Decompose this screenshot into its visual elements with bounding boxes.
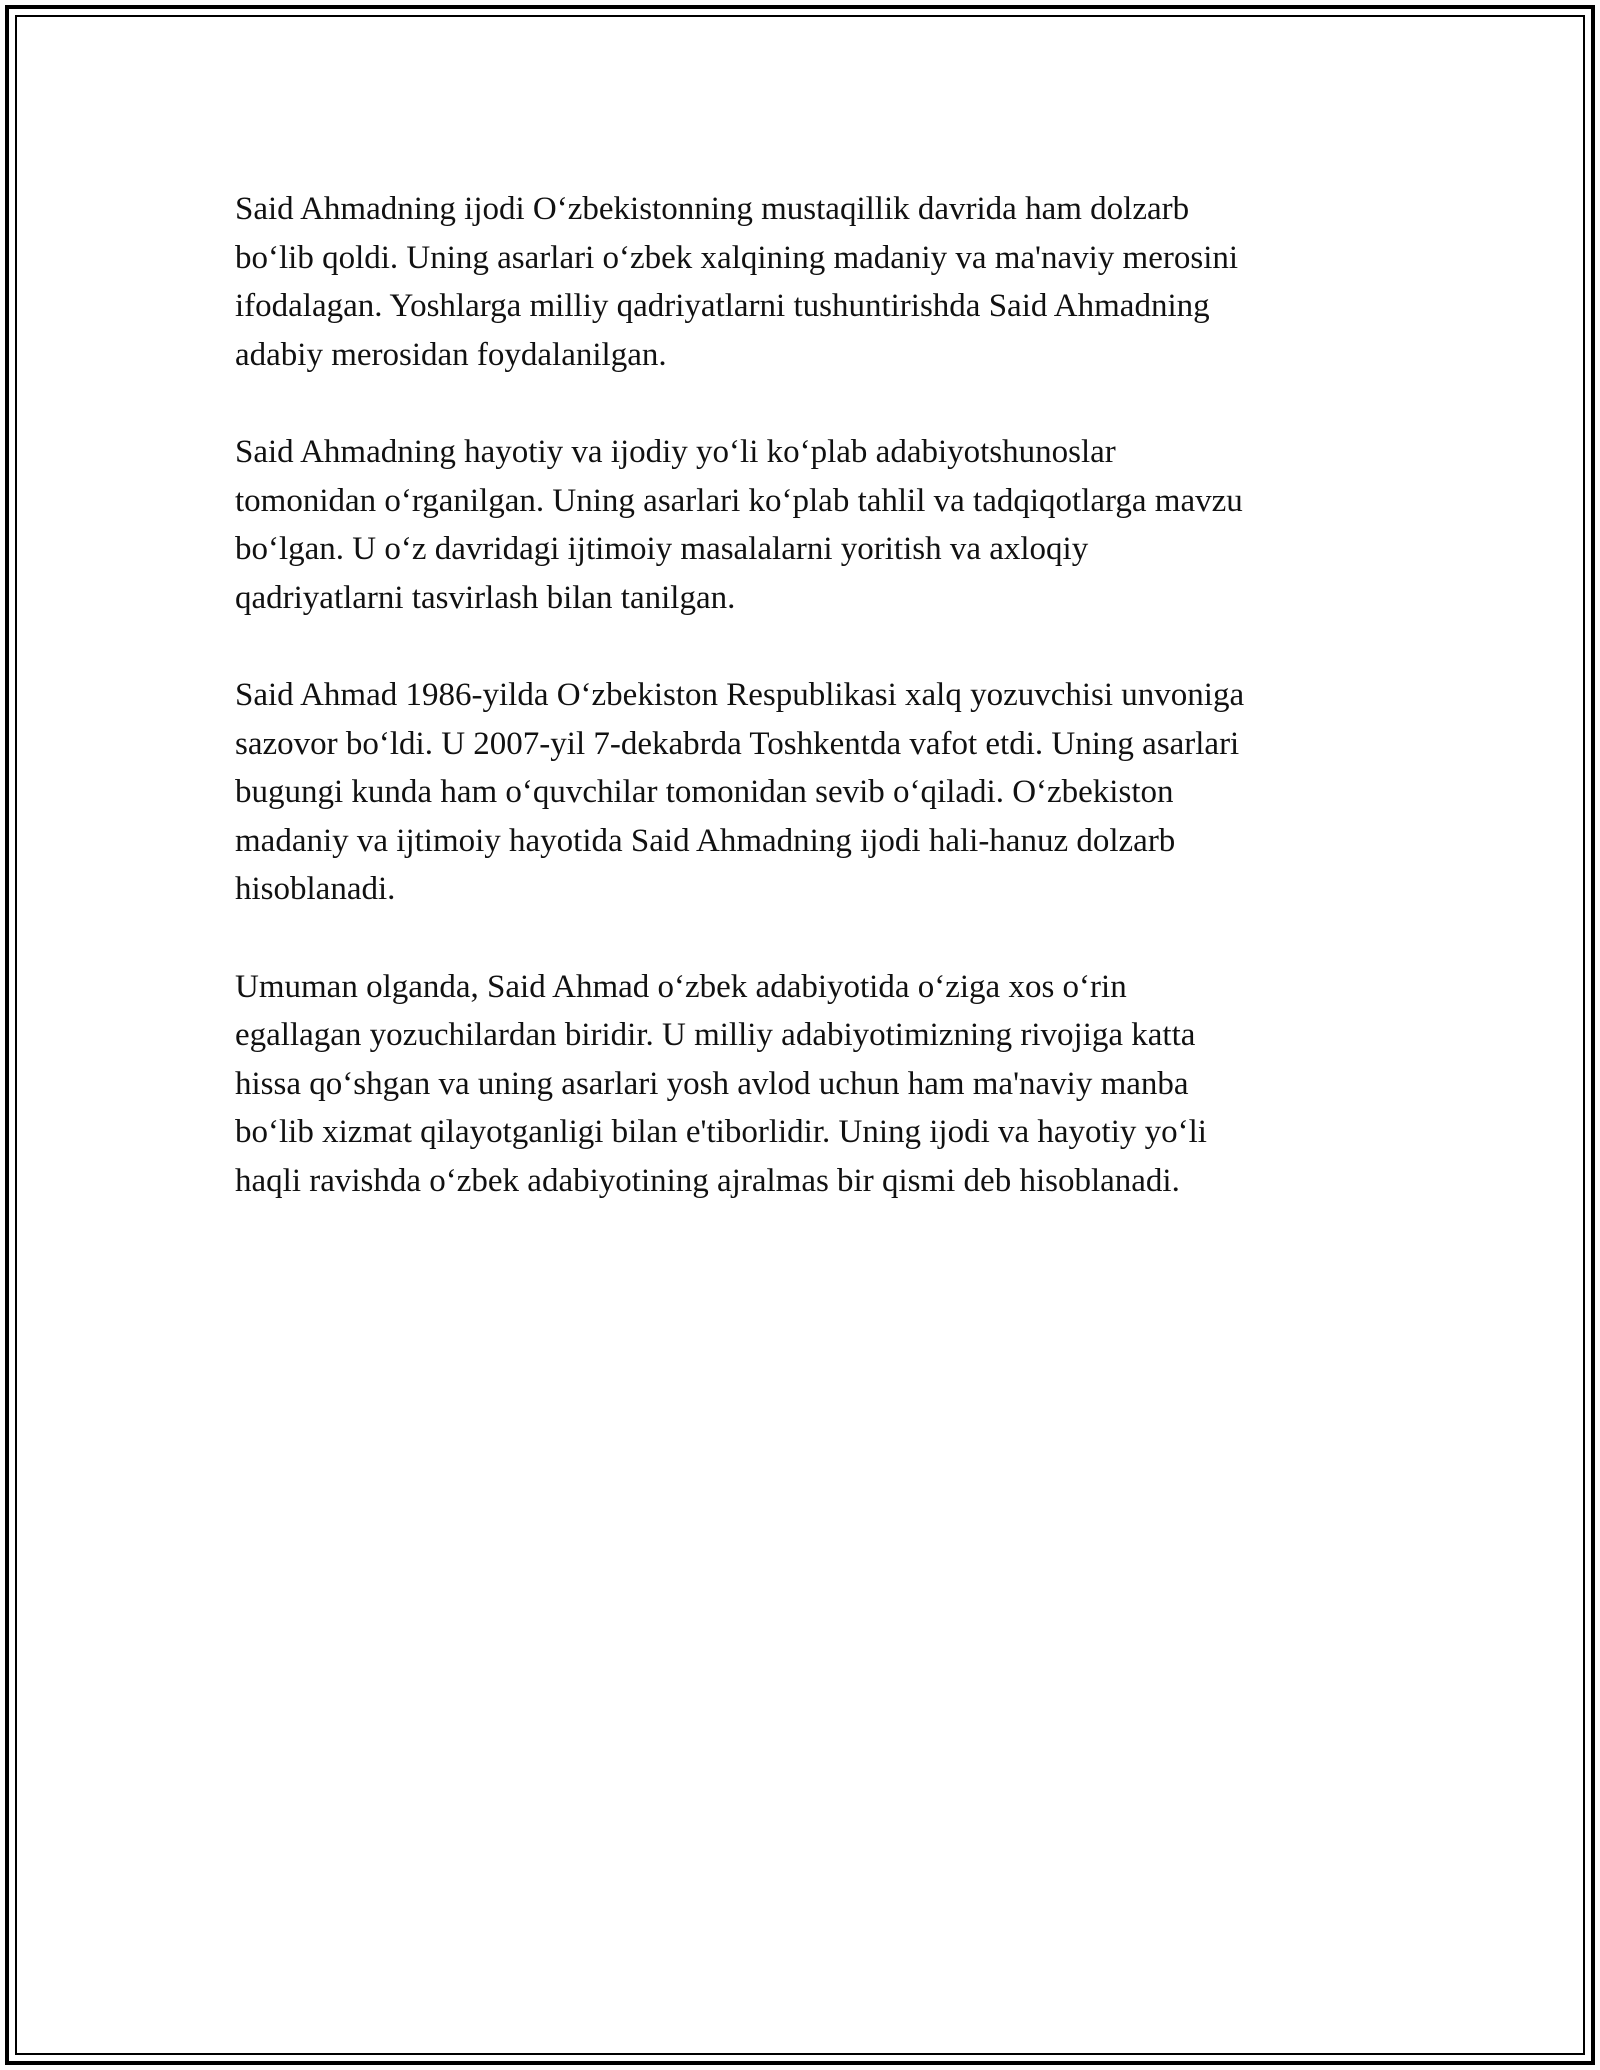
text-line: hisoblanadi. [235, 871, 396, 907]
document-body [235, 185, 1375, 1254]
paragraph-2 [235, 428, 1375, 622]
text-line: hissa qo‘shgan va uning asarlari yosh avlod uchun ham ma'naviy manba [235, 1065, 1189, 1102]
text-line: bo‘lib qoldi. Uning asarlari o‘zbek xalqining madaniy va ma'naviy merosini [235, 239, 1239, 276]
text-line: egallagan yozuchilardan biridir. U milliy adabiyotimizning rivojiga katta [235, 1017, 1196, 1053]
text-line: Said Ahmad 1986-yilda O‘zbekiston Respublikasi xalq yozuvchisi unvoniga [235, 677, 1245, 713]
text-line: madaniy va ijtimoiy hayotida Said Ahmadning ijodi hali-hanuz dolzarb [235, 822, 1176, 859]
paragraph-3 [235, 671, 1375, 914]
text-line: tomonidan o‘rganilgan. Uning asarlari ko‘plab tahlil va tadqiqotlarga mavzu [235, 482, 1243, 519]
text-line: haqli ravishda o‘zbek adabiyotining ajralmas bir qismi deb hisoblanadi. [235, 1162, 1180, 1199]
text-line: sazovor bo‘ldi. U 2007-yil 7-dekabrda Toshkentda vafot etdi. Uning asarlari [235, 725, 1240, 762]
text-line: bo‘lib xizmat qilayotganligi bilan e'tiborlidir. Uning ijodi va hayotiy yo‘li [235, 1114, 1207, 1150]
text-line: Umuman olganda, Said Ahmad o‘zbek adabiyotida o‘ziga xos o‘rin [235, 968, 1127, 1005]
paragraph-1 [235, 185, 1375, 379]
paragraph-4 [235, 963, 1375, 1206]
text-line: bugungi kunda ham o‘quvchilar tomonidan sevib o‘qiladi. O‘zbekiston [235, 774, 1174, 810]
text-line: Said Ahmadning ijodi O‘zbekistonning mustaqillik davrida ham dolzarb [235, 191, 1190, 227]
text-line: bo‘lgan. U o‘z davridagi ijtimoiy masalalarni yoritish va axloqiy [235, 531, 1089, 567]
text-line: ifodalagan. Yoshlarga milliy qadriyatlarni tushuntirishda Said Ahmadning [235, 288, 1210, 324]
text-line: Said Ahmadning hayotiy va ijodiy yo‘li ko‘plab adabiyotshunoslar [235, 434, 1116, 470]
text-line: adabiy merosidan foydalanilgan. [235, 336, 667, 373]
text-line: qadriyatlarni tasvirlash bilan tanilgan. [235, 579, 736, 616]
